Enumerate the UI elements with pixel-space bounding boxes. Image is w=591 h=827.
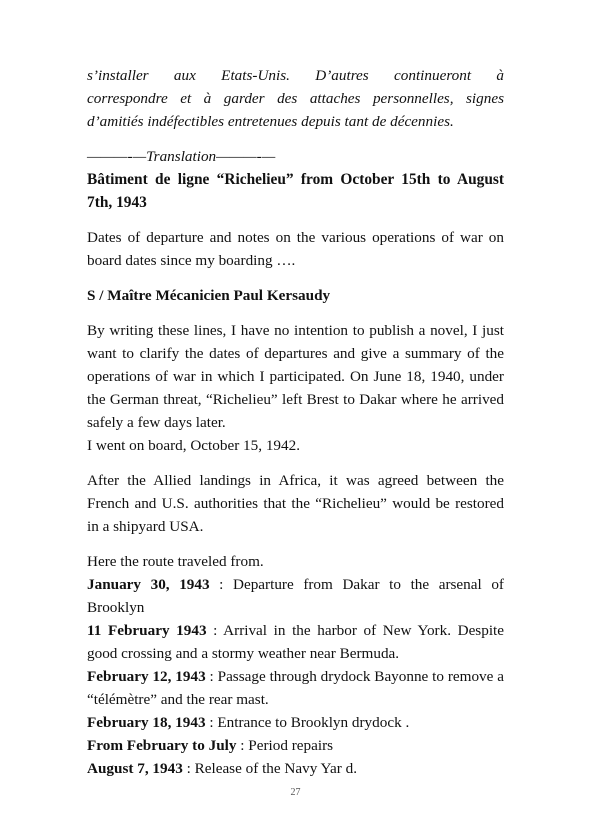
route-entry <box>87 757 504 780</box>
route-text: : Period repairs <box>236 737 334 754</box>
route-entry <box>87 711 504 734</box>
route-date: From February to July <box>87 737 237 754</box>
route-date: February 12, 1943 <box>87 668 206 685</box>
route-text: : Entrance to Brooklyn drydock . <box>205 714 410 731</box>
route-text: : Arrival in the harbor of New York. Despite good crossing and a stormy weather near Bermuda. <box>87 622 504 662</box>
paragraph-boarding: I went on board, October 15, 1942. <box>87 437 300 454</box>
route-entry <box>87 734 504 757</box>
document-page <box>87 64 504 780</box>
document-title: Bâtiment de ligne “Richelieu” from October 15th to August 7th, 1943 <box>87 171 504 211</box>
intro-line-3: d’amitiés indéfectibles entretenues depuis tant de décennies. <box>87 113 454 130</box>
document-subtitle: Dates of departure and notes on the various operations of war on board dates since my boarding …. <box>87 229 504 269</box>
route-entry <box>87 665 504 711</box>
paragraph-intro: By writing these lines, I have no intention to publish a novel, I just want to clarify the dates of departures and give a summary of the operations of war in which I participated. On June 18, 1940, under the German threat, “Richelieu” left Brest to Dakar where he arrived safely a few days later. <box>87 322 504 431</box>
route-text: : Passage through drydock Bayonne to remove a “télémètre” and the rear mast. <box>87 668 504 708</box>
intro-line-2: correspondre et à garder des attaches personnelles, signes <box>87 90 504 107</box>
page-number: 27 <box>290 787 301 798</box>
translation-divider: ———-—Translation———-— <box>87 148 276 165</box>
route-entry <box>87 573 504 619</box>
route-date: August 7, 1943 <box>87 760 183 777</box>
route-date: January 30, 1943 <box>87 576 210 593</box>
intro-line-1: s’installer aux Etats-Unis. D’autres continueront à <box>87 67 504 84</box>
author-line: S / Maître Mécanicien Paul Kersaudy <box>87 287 331 304</box>
route-text: : Departure from Dakar to the arsenal of Brooklyn <box>87 576 504 616</box>
route-text: : Release of the Navy Yar d. <box>182 760 357 777</box>
route-entry <box>87 619 504 665</box>
route-intro: Here the route traveled from. <box>87 553 264 570</box>
route-date: February 18, 1943 <box>87 714 206 731</box>
paragraph-allied-landings: After the Allied landings in Africa, it was agreed between the French and U.S. authorities that the “Richelieu” would be restored in a shipyard USA. <box>87 472 504 535</box>
route-date: 11 February 1943 <box>87 622 207 639</box>
